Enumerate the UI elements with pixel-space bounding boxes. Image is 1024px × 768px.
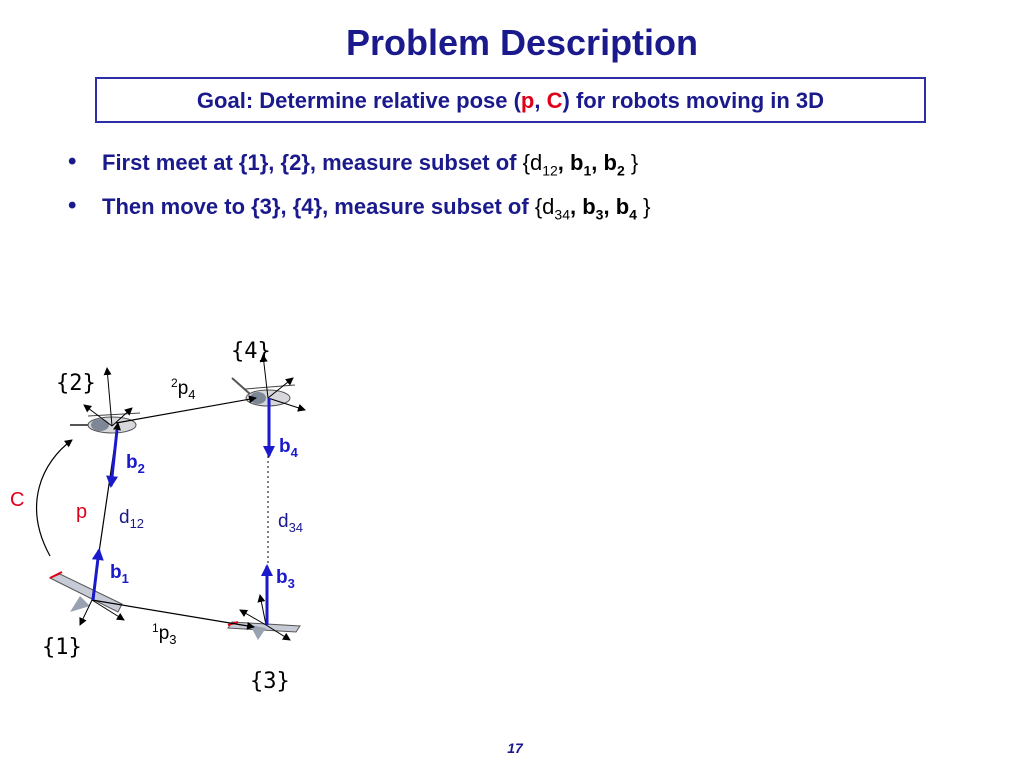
label-d12-sub: 12: [129, 516, 145, 531]
label-p4-pre: 2: [171, 376, 178, 390]
label-p4: [171, 376, 196, 402]
bullet-d-open: {d: [522, 150, 543, 175]
frame-label-1: {1}: [42, 635, 82, 660]
label-b4-main: b: [279, 436, 291, 457]
label-p3-main: p: [158, 623, 170, 644]
bullet-b-b-sub: 2: [616, 162, 625, 179]
label-b2: [126, 452, 145, 476]
label-b1-sub: 1: [121, 571, 129, 586]
label-b1-main: b: [110, 562, 122, 583]
bullet-marker: •: [68, 192, 77, 219]
label-d34: [278, 511, 303, 535]
bullet-close: }: [636, 194, 651, 219]
bullet-b-b: b: [603, 150, 617, 175]
label-p: p: [76, 501, 88, 523]
page-number: 17: [507, 740, 523, 756]
bullet-comma: ,: [603, 194, 616, 219]
arrow-p4: [116, 398, 256, 423]
label-b3-main: b: [276, 567, 288, 588]
label-p3-pre: 1: [152, 621, 159, 635]
label-d34-sub: 34: [288, 520, 304, 535]
bullet-comma: ,: [557, 150, 571, 175]
bullet-comma: ,: [569, 194, 583, 219]
bullet-d-sub: 34: [554, 206, 570, 223]
frame-label-4: {4}: [231, 339, 271, 364]
bullet-b-b: b: [615, 194, 630, 219]
bullet-marker: •: [68, 148, 77, 175]
label-p4-main: p: [177, 378, 189, 399]
label-p3-sub: 3: [169, 632, 177, 647]
arrow-c: [37, 440, 72, 556]
bullet-d-sub: 12: [542, 162, 558, 179]
bullet-lead: First meet at {1}, {2}, measure subset of: [102, 150, 523, 175]
goal-c: C: [546, 88, 563, 113]
label-d12-main: d: [119, 507, 130, 528]
bullet-b-a-sub: 1: [583, 162, 592, 179]
bullet-comma: ,: [591, 150, 604, 175]
bullet-b-b-sub: 4: [629, 206, 637, 223]
helicopter-2: [70, 413, 140, 433]
label-b3-sub: 3: [287, 576, 295, 591]
bullet-close: }: [624, 150, 639, 175]
helicopter-4: [232, 378, 295, 406]
vector-b2: [111, 430, 117, 486]
bullet-lead: Then move to {3}, {4}, measure subset of: [102, 194, 535, 219]
frame-label-2: {2}: [56, 371, 96, 396]
bullet-d-open: {d: [534, 194, 555, 219]
frame-label-3: {3}: [250, 669, 290, 694]
bullet-b-a: b: [582, 194, 596, 219]
goal-suffix: ) for robots moving in 3D: [562, 88, 825, 113]
bullet-b-a: b: [570, 150, 584, 175]
label-p3: [152, 621, 177, 647]
bullet-b-a-sub: 3: [595, 206, 604, 223]
arrow-p3: [92, 600, 254, 627]
label-b3: [276, 567, 295, 591]
page-title: Problem Description: [345, 22, 699, 63]
label-d34-main: d: [278, 511, 289, 532]
goal-p: p: [520, 88, 535, 113]
label-b2-sub: 2: [137, 461, 145, 476]
label-p4-sub: 4: [188, 387, 196, 402]
label-b1: [110, 562, 129, 586]
label-b4-sub: 4: [290, 445, 298, 460]
label-d12: [119, 507, 144, 531]
goal-prefix: Goal: Determine relative pose (: [196, 88, 521, 113]
frame-axes-3: [240, 595, 290, 640]
goal-sep: ,: [534, 88, 547, 113]
label-b2-main: b: [126, 452, 138, 473]
label-b4: [279, 436, 299, 460]
label-c: C: [10, 489, 25, 511]
